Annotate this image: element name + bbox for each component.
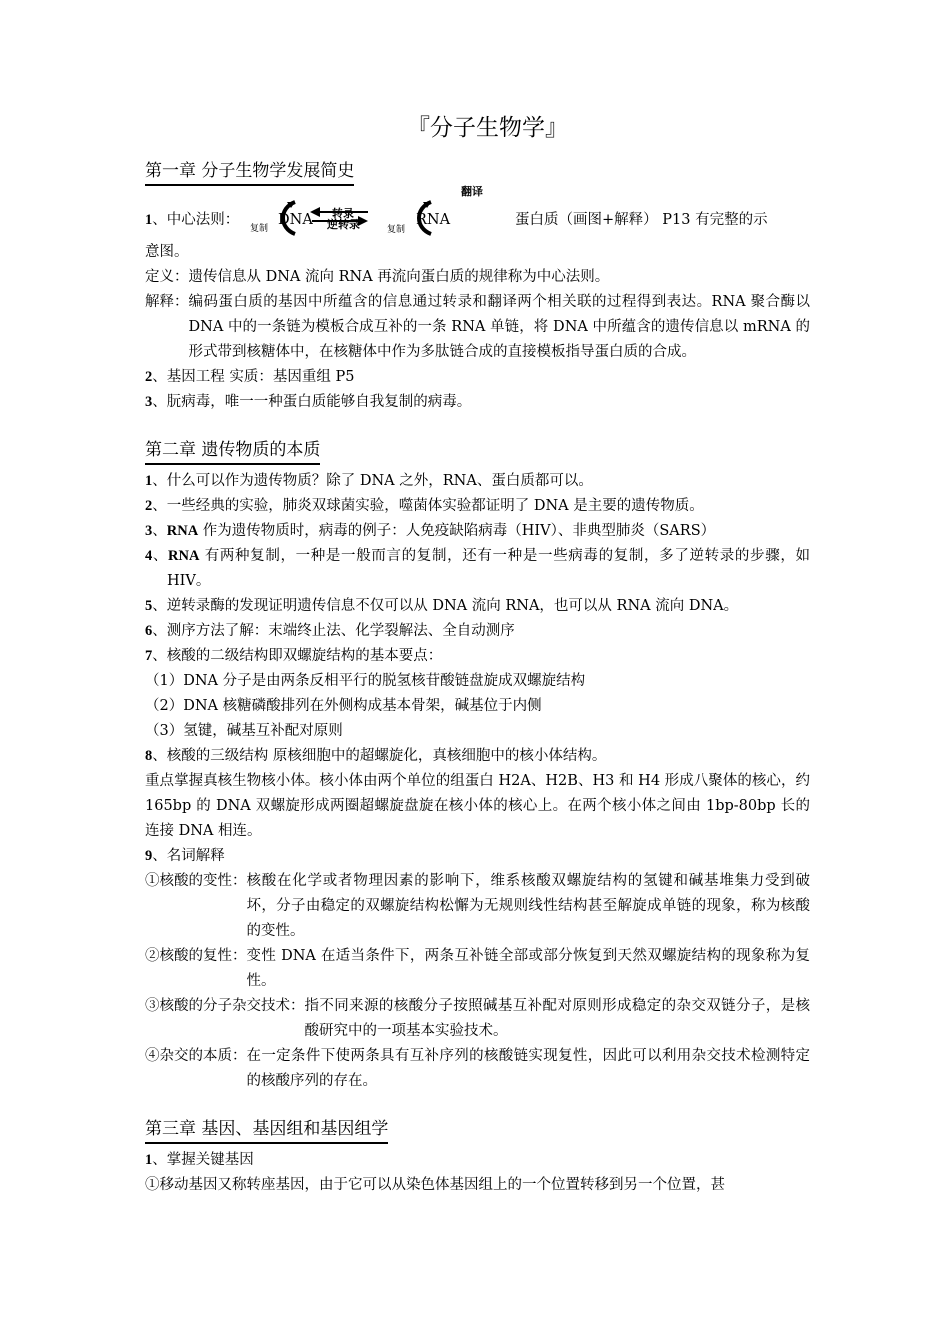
item-text: 、逆转录酶的发现证明遗传信息不仅可以从 DNA 流向 RNA，也可以从 RNA 流向 DNA。 (152, 598, 739, 614)
item-number: 1 (145, 1152, 153, 1168)
term-label: ③核酸的分子杂交技术： (145, 998, 305, 1014)
term-body: 变性 DNA 在适当条件下，两条互补链全部或部分恢复到天然双螺旋结构的现象称为复性。 (246, 948, 810, 989)
term-body: 核酸在化学或者物理因素的影响下，维系核酸双螺旋结构的氢键和碱基堆集力受到破坏，分子由稳定的双螺旋结构松懈为无规则线性结构甚至解旋成单链的现象，称为核酸的变性。 (246, 873, 810, 939)
item-3 (145, 390, 810, 415)
chapter-3-heading: 第三章 基因、基因组和基因组学 (145, 1116, 388, 1144)
ch2-item-6 (145, 619, 810, 644)
item-number: 2 (145, 498, 153, 514)
helix-point-2: （2）DNA 核糖磷酸排列在外侧构成基本骨架，碱基位于内侧 (145, 698, 542, 714)
document-title: 『分子生物学』 (407, 115, 568, 141)
reverse-transcription-label: 逆转录 (327, 218, 360, 231)
chapter-1-heading: 第一章 分子生物学发展简史 (145, 158, 354, 186)
item-number: 8 (145, 748, 153, 764)
chapter-2-heading: 第二章 遗传物质的本质 (145, 437, 320, 465)
item-text: 作为遗传物质时，病毒的例子：人免疫缺陷病毒（HIV）、非典型肺炎（SARS） (198, 523, 716, 539)
dogma-tail-continued: 意图。 (145, 244, 189, 260)
ch2-item-4: 4、RNA 有两种复制，一种是一般而言的复制，还有一种是一些病毒的复制，多了逆转录的步骤，如 HIV。 (145, 548, 810, 589)
ch3-item-1 (145, 1148, 810, 1173)
item-number: 3 (145, 523, 153, 539)
item-number: 9 (145, 848, 153, 864)
term-hybridization (145, 994, 810, 1044)
dogma-lead: 、中心法则： (152, 212, 240, 228)
ch3-paragraph-1: ①移动基因又称转座基因，由于它可以从染色体基因组上的一个位置转移到另一个位置，甚 (145, 1177, 725, 1193)
helix-point-3: （3）氢键，碱基互补配对原则 (145, 723, 343, 739)
item-text: 、基因工程 实质：基因重组 P5 (152, 369, 355, 385)
item-text: 、核酸的二级结构即双螺旋结构的基本要点： (152, 648, 443, 664)
term-renaturation (145, 944, 810, 994)
item-number: 4 (145, 548, 153, 564)
term-body: 在一定条件下使两条具有互补序列的核酸链实现复性，因此可以利用杂交技术检测特定的核酸序列的存在。 (246, 1048, 810, 1089)
item-2 (145, 365, 810, 390)
nucleosome-paragraph: 重点掌握真核生物核小体。核小体由两个单位的组蛋白 H2A、H2B、H3 和 H4 形成八聚体的核心，约 165bp 的 DNA 双螺旋形成两圈超螺旋盘旋在核小体的核心上。在两个核小体之间由 1bp-80bp 长的连接 DNA 相连。 (145, 773, 810, 839)
helix-point-1: （1）DNA 分子是由两条反相平行的脱氢核苷酸链盘旋成双螺旋结构 (145, 673, 586, 689)
item-text: 、朊病毒，唯一一种蛋白质能够自我复制的病毒。 (152, 394, 472, 410)
ch2-item-9 (145, 844, 810, 869)
item-number: 1 (145, 473, 153, 489)
item-text: 、一些经典的实验，肺炎双球菌实验，噬菌体实验都证明了 DNA 是主要的遗传物质。 (152, 498, 704, 514)
item-number: 1 (145, 212, 153, 228)
explanation-body: 编码蛋白质的基因中所蕴含的信息通过转录和翻译两个相关联的过程得到表达。RNA 聚合酶以 DNA 中的一条链为模板合成互补的一条 RNA 单链，将 DNA 中所蕴含的遗传信息以 mRNA 的形式带到核糖体中，在核糖体中作为多肽链合成的直接模板指导蛋白质的合成。 (188, 294, 810, 360)
term-hybridization-essence (145, 1044, 810, 1094)
ch2-item-1 (145, 469, 810, 494)
explanation-paragraph (145, 290, 810, 365)
ch2-item-2 (145, 494, 810, 519)
item-number: 3 (145, 394, 153, 410)
replication-label-1: 复制 (250, 224, 269, 234)
translation-label: 翻译 (461, 185, 483, 198)
term-denaturation (145, 869, 810, 944)
dna-label: DNA (278, 212, 313, 228)
ch2-item-7 (145, 644, 810, 669)
ch2-item-3: 3、RNA 作为遗传物质时，病毒的例子：人免疫缺陷病毒（HIV）、非典型肺炎（SARS） (145, 523, 716, 539)
replication-label-2: 复制 (387, 225, 406, 235)
item-bold-term: RNA (168, 548, 200, 564)
item-number: 6 (145, 623, 153, 639)
term-body: 指不同来源的核酸分子按照碱基互补配对原则形成稳定的杂交双链分子，是核酸研究中的一项基本实验技术。 (304, 998, 810, 1039)
explanation-label: 解释： (145, 294, 189, 310)
central-dogma-line (145, 185, 810, 240)
definition-paragraph: 定义：遗传信息从 DNA 流向 RNA 再流向蛋白质的规律称为中心法则。 (145, 269, 610, 285)
item-number: 2 (145, 369, 153, 385)
item-number: 5 (145, 598, 153, 614)
item-number: 7 (145, 648, 153, 664)
document-page (145, 112, 810, 1198)
term-label: ②核酸的复性： (145, 948, 247, 964)
term-label: ④杂交的本质： (145, 1048, 247, 1064)
item-text: 、名词解释 (152, 848, 225, 864)
dogma-tail: 蛋白质（画图+解释） P13 有完整的示 (515, 212, 768, 228)
rna-label: RNA (416, 212, 451, 228)
ch2-item-5 (145, 594, 810, 619)
ch2-item-8 (145, 744, 810, 769)
item-bold-term: RNA (166, 523, 199, 539)
item-text: 、什么可以作为遗传物质？除了 DNA 之外，RNA、蛋白质都可以。 (152, 473, 593, 489)
transcription-label: 转录 (332, 207, 354, 220)
item-text: 有两种复制，一种是一般而言的复制，还有一种是一些病毒的复制，多了逆转录的步骤，如 HIV。 (167, 548, 810, 589)
item-text: 、核酸的三级结构 原核细胞中的超螺旋化，真核细胞中的核小体结构。 (152, 748, 607, 764)
item-text: 、测序方法了解：末端终止法、化学裂解法、全自动测序 (152, 623, 515, 639)
item-text: 、掌握关键基因 (152, 1152, 254, 1168)
term-label: ①核酸的变性： (145, 873, 247, 889)
